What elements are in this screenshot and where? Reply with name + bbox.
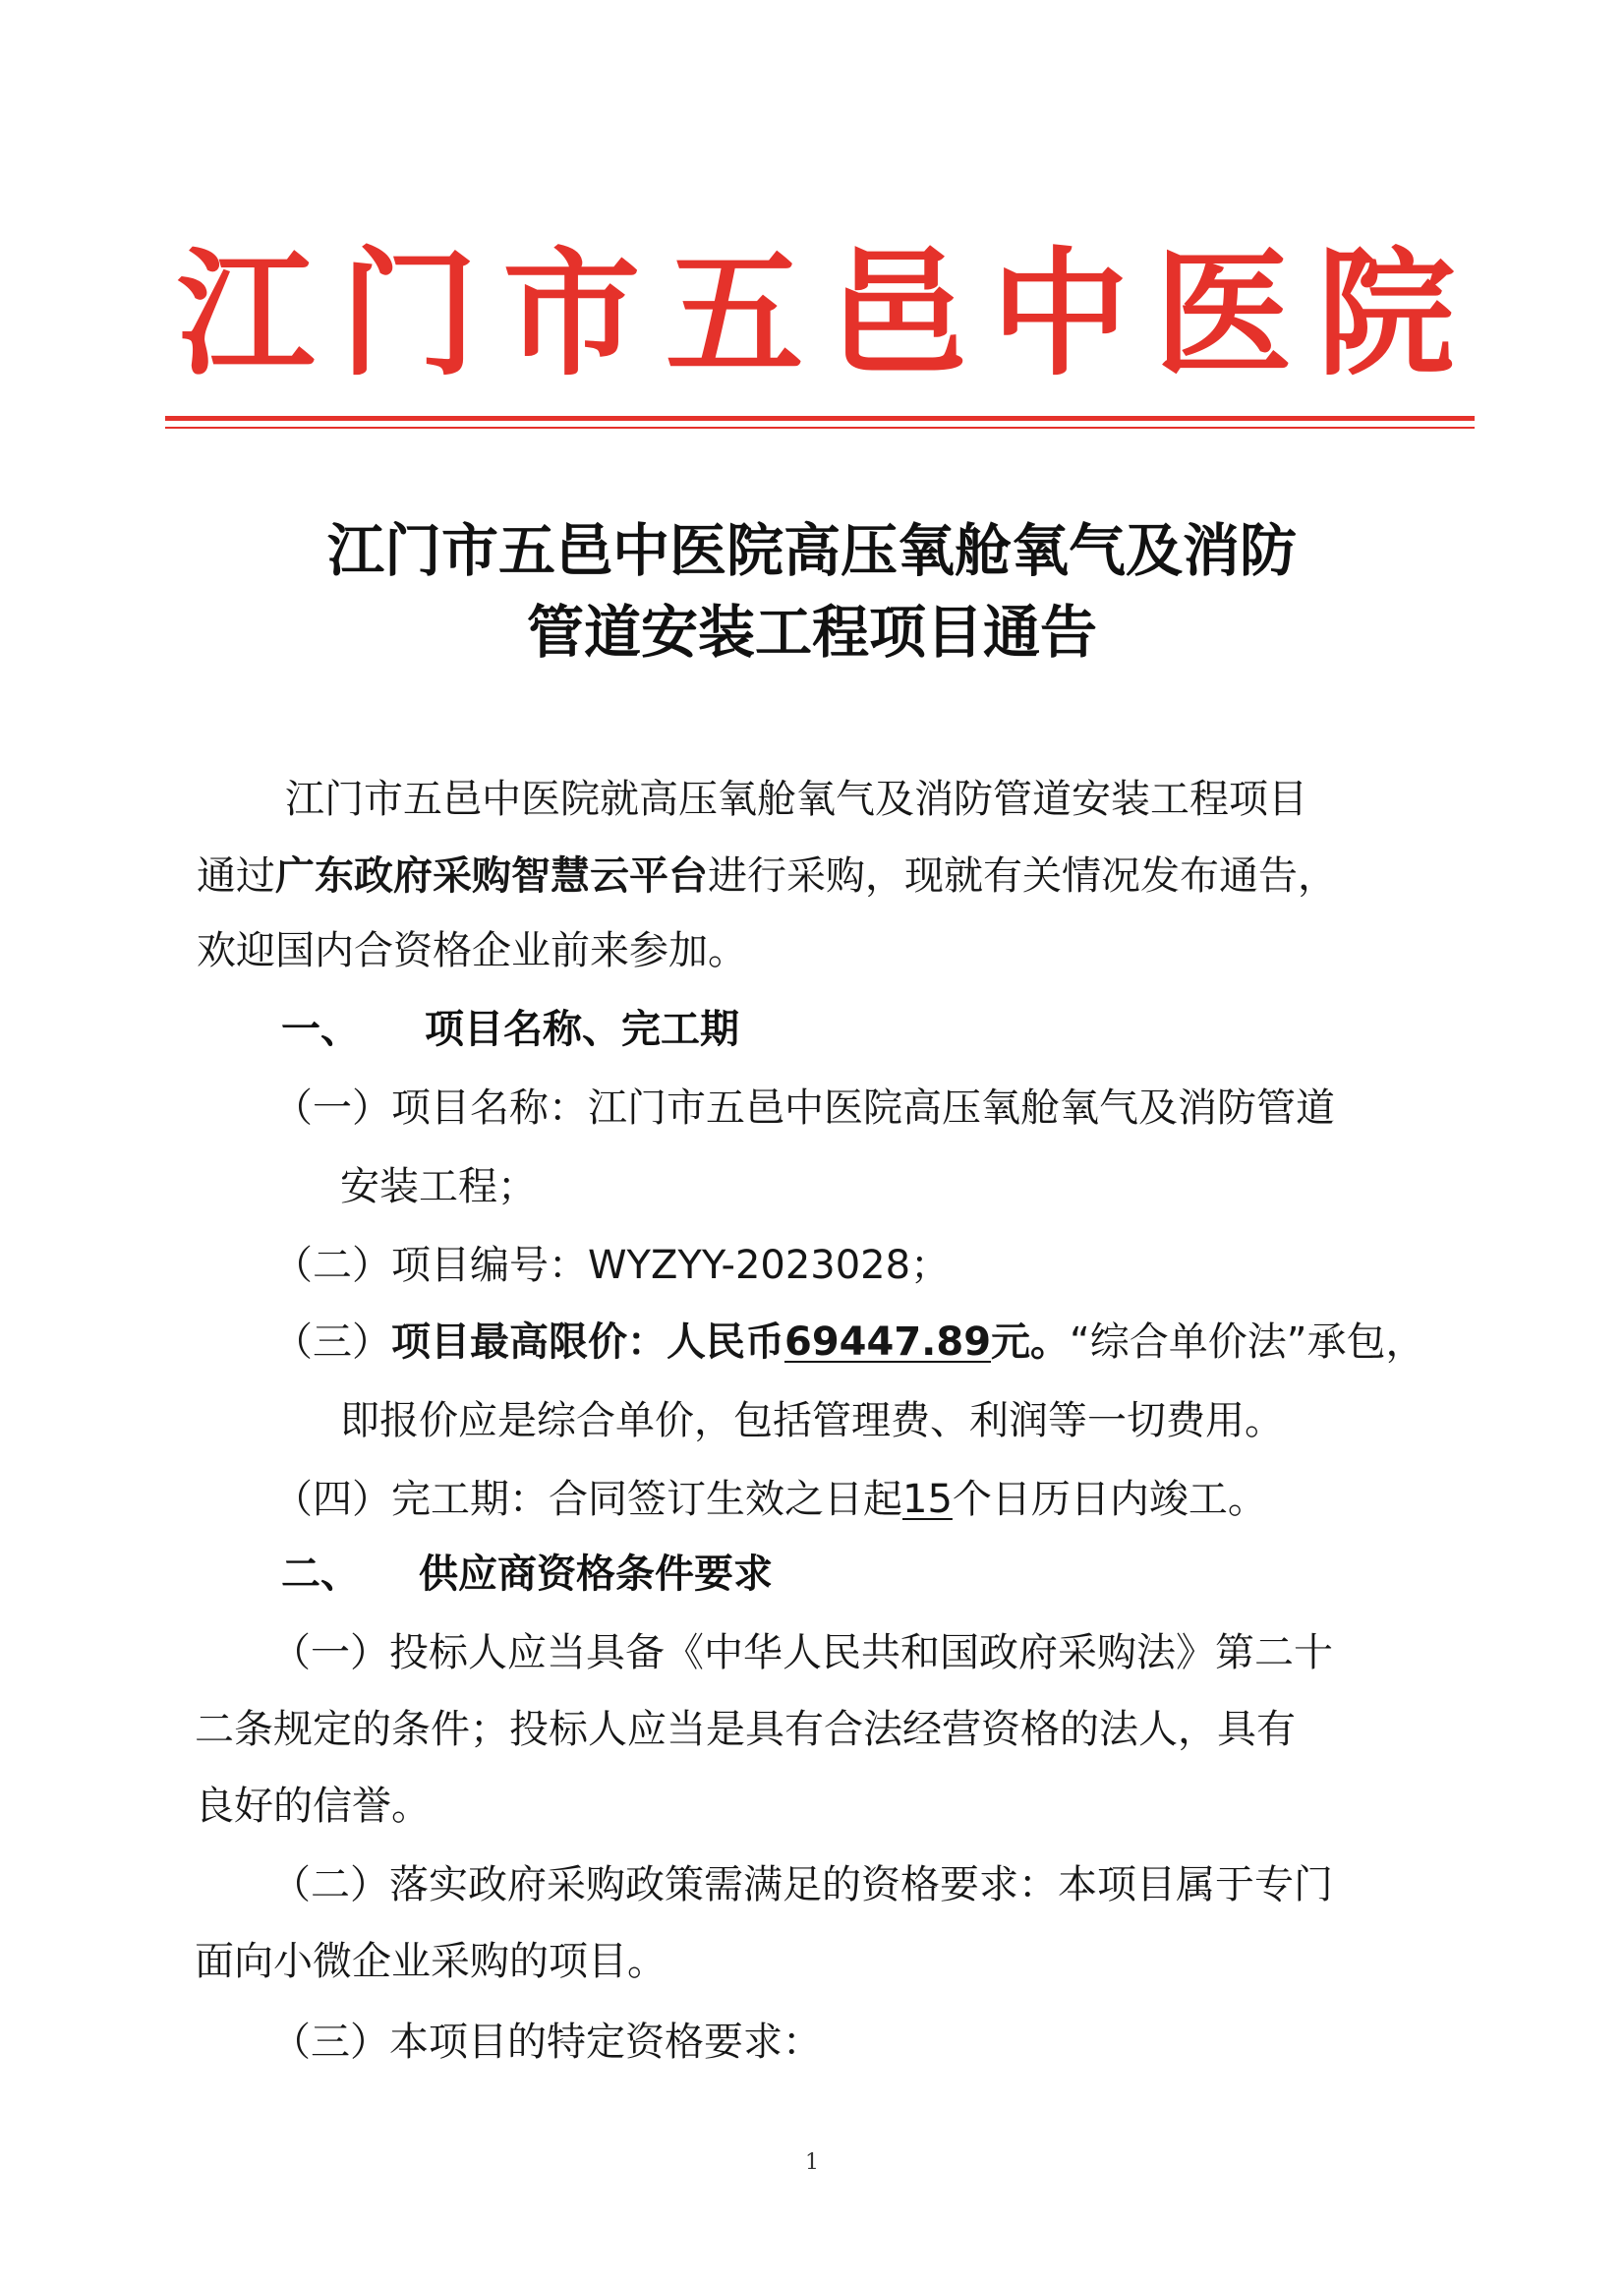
section-1-number: 一、 [281,1007,360,1052]
section-2-item-3: （三）本项目的特定资格要求： [271,2020,822,2065]
section-2-item-1-line-1: （一）投标人应当具备《中华人民共和国政府采购法》第二十 [271,1630,1333,1675]
intro-line-2 [197,851,1337,901]
section-1-item-4 [273,1475,1267,1524]
section-1-item-1-line-2: 安装工程； [340,1164,537,1209]
completion-days: 15 [902,1477,953,1522]
letterhead-rule-thick [165,416,1475,421]
letterhead-char: 五 [666,234,804,395]
intro-text: 通过 [197,853,275,899]
document-title-line-1: 江门市五邑中医院高压氧舱氧气及消防 [326,517,1297,584]
platform-name: 广东政府采购智慧云平台 [275,853,708,899]
currency-label: 人民币 [667,1319,784,1365]
letterhead-char: 市 [502,234,641,395]
section-1-item-3-line-2: 即报价应是综合单价，包括管理费、利润等一切费用。 [340,1398,1284,1443]
section-2-item-2-line-1: （二）落实政府采购政策需满足的资格要求：本项目属于专门 [271,1862,1333,1907]
section-2-item-1-line-3: 良好的信誉。 [195,1784,431,1829]
section-1-title: 项目名称、完工期 [425,1007,739,1052]
completion-text: 个日历日内竣工。 [952,1477,1267,1522]
letterhead-char: 医 [1154,234,1293,395]
page-number: 1 [805,2150,819,2175]
section-2-number: 二、 [281,1552,360,1597]
completion-text: （四）完工期：合同签订生效之日起 [273,1477,902,1522]
letterhead-char: 中 [991,234,1130,395]
document-title-line-2: 管道安装工程项目通告 [526,599,1097,666]
intro-line-3: 欢迎国内合资格企业前来参加。 [197,928,747,973]
pricing-method-text: “综合单价法”承包， [1070,1319,1425,1365]
section-2-title: 供应商资格条件要求 [419,1552,773,1597]
price-cap-label: 项目最高限价： [391,1319,667,1365]
letterhead-rule-thin [165,427,1475,429]
section-2-item-2-line-2: 面向小微企业采购的项目。 [195,1939,667,1984]
item-prefix: （三） [273,1319,391,1365]
letterhead-char: 邑 [828,234,966,395]
intro-text: 进行采购，现就有关情况发布通告， [708,853,1337,899]
intro-line-1 [285,775,1443,824]
price-cap-amount: 69447.89 [784,1319,992,1365]
letterhead-char: 门 [339,234,478,395]
letterhead-char: 院 [1316,234,1455,395]
section-1-item-3-line-1 [273,1318,1424,1367]
section-2-item-1-line-2: 二条规定的条件；投标人应当是具有合法经营资格的法人，具有 [195,1707,1296,1752]
letterhead-char: 江 [177,234,316,395]
intro-text: 江门市五邑中医院就高压氧舱氧气及消防管道安装工程项目 [285,777,1307,822]
section-1-item-1-line-1: （一）项目名称：江门市五邑中医院高压氧舱氧气及消防管道 [273,1085,1335,1131]
currency-unit: 元。 [991,1319,1071,1365]
section-1-item-2: （二）项目编号：WYZYY-2023028； [273,1243,951,1288]
letterhead-org-name [177,236,1455,393]
